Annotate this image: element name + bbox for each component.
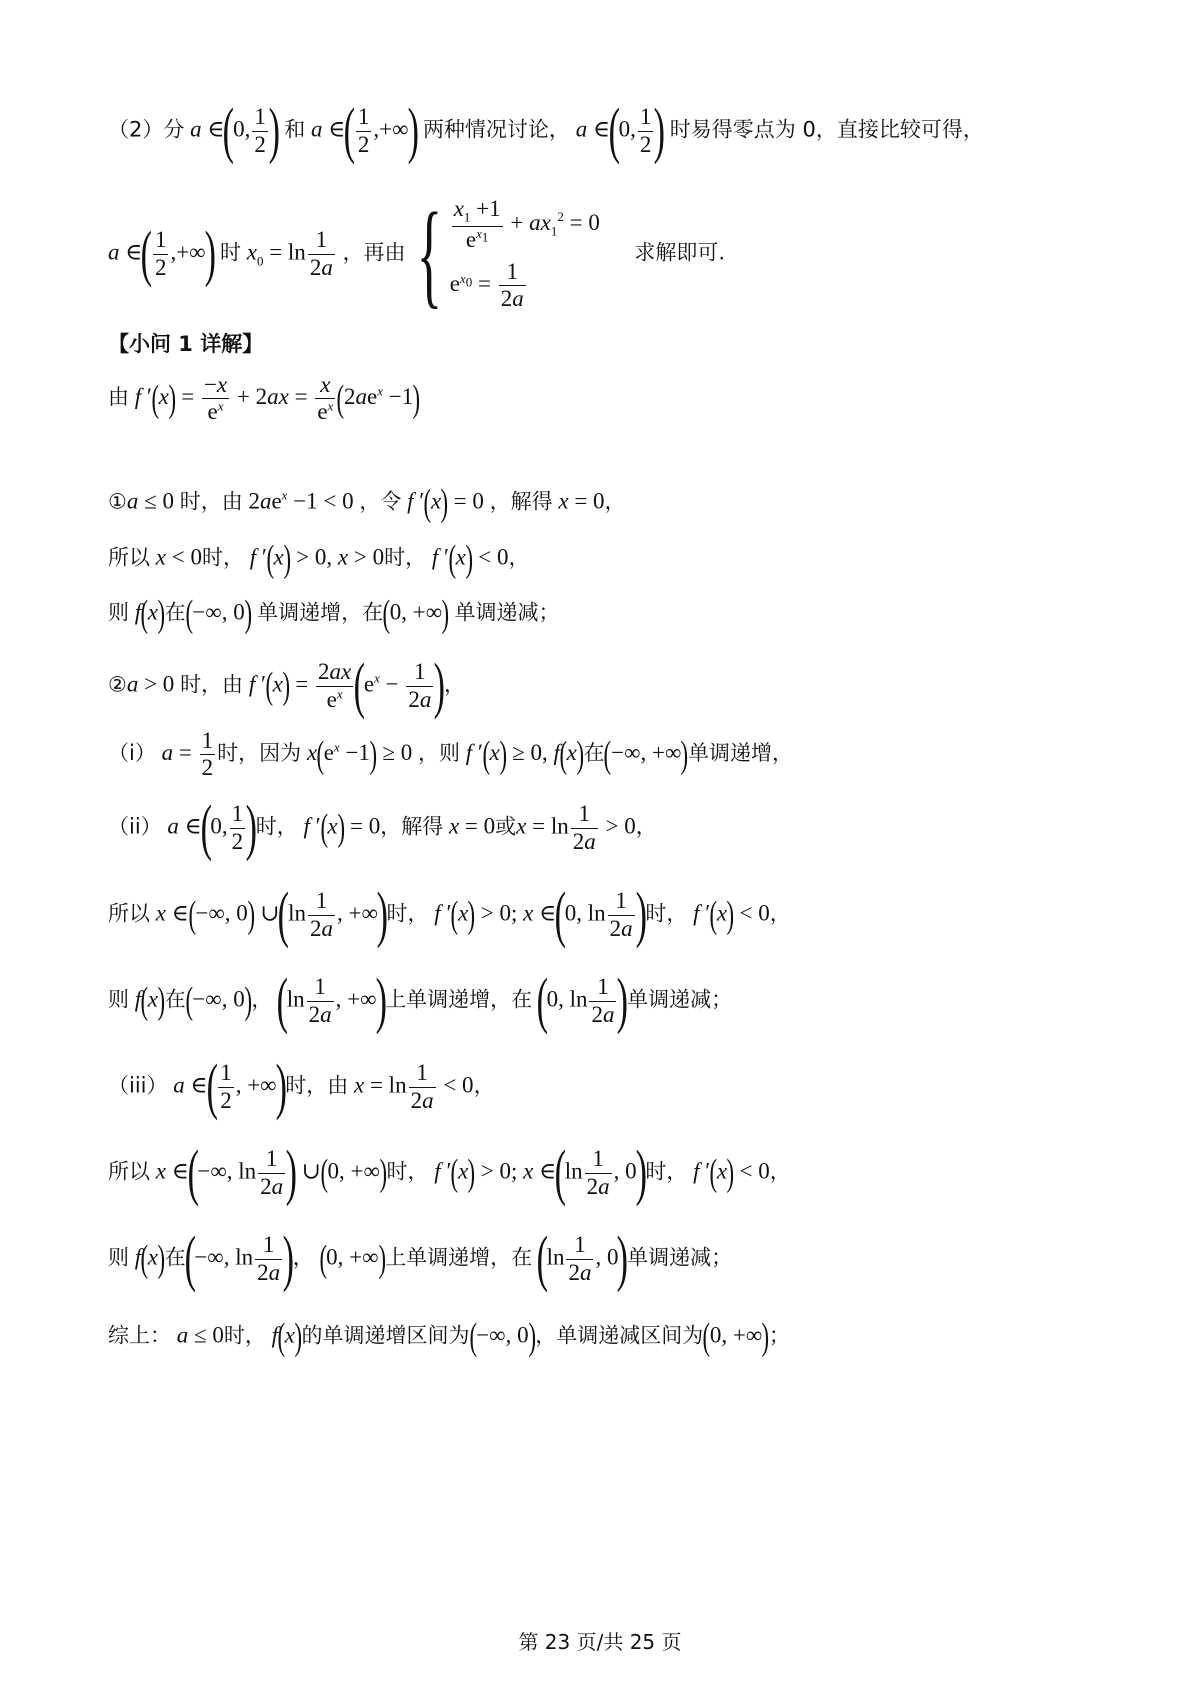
line-mono3: 则 f(x)在(−∞, ln $\frac{1}{2a}$ )， (0, +∞)上单调递增，在 (ln $\frac{1}{2a}$ , 0)单调递减； [108, 1225, 733, 1293]
text: 时， [384, 545, 427, 570]
text: 所以 [108, 901, 150, 926]
line-case2: ②a > 0 时，由 f ′(x) = $\frac{2ax}{e^x}$ ($e^x$ − $\frac{1}{2a}$ )， [108, 652, 466, 720]
page-footer: 第 23 页/共 25 页 [518, 1630, 682, 1654]
text: ② [108, 672, 127, 697]
text: 时， [201, 545, 244, 570]
text: ， [769, 901, 791, 926]
text: 时， [386, 901, 429, 926]
line-sign2: 所以 x ∈(−∞, 0) ∪(ln $\frac{1}{2a}$ , +∞)时， f ′(x) > 0; x ∈(0, ln $\frac{1}{2a}$ )时， f ′(x) < 0， [108, 881, 791, 949]
text: 在 [164, 600, 186, 625]
text: 单调递减； [627, 1245, 733, 1270]
text: 所以 [108, 545, 150, 570]
text: 时 [219, 240, 241, 265]
text: ； [768, 1323, 790, 1348]
text: 单调递增，在 [257, 600, 384, 625]
line-sub-i: （i） a = $\frac{1}{2}$ 时，因为 $x(e^x -1) \ge 0$ ，则 f ′(x) ≥ 0, f(x)在(−∞, +∞)单调递增， [108, 728, 794, 781]
section-heading [108, 332, 263, 355]
text: 求解即可. [634, 240, 726, 265]
text: 时，由 [285, 1073, 349, 1098]
text: 时， [386, 1159, 429, 1184]
heading-text: 【小问 1 详解】 [108, 332, 264, 356]
text: ，再由 [342, 240, 406, 265]
text: 在 [164, 987, 186, 1012]
text: 两种情况讨论， [422, 117, 570, 142]
text: 上单调递增，在 [385, 1245, 533, 1270]
text: ， [444, 672, 466, 697]
line-sub-iii: （iii） a ∈( $\frac{1}{2}$ , +∞)时，由 x = ln $\frac{1}{2a}$ < 0， [108, 1053, 495, 1121]
text: ， [635, 814, 657, 839]
line-summary: 综上： a ≤ 0时， f(x)的单调递增区间为(−∞, 0)，单调递减区间为(0, +∞)； [108, 1316, 790, 1358]
text: 时，因为 [217, 741, 302, 766]
text: 时， [645, 1159, 688, 1184]
text: 时易得零点为 0，直接比较可得， [669, 117, 984, 142]
text: 综上： [108, 1323, 171, 1348]
line-system: a ∈( $\frac{1}{2}$ ,+∞) 时 $x_0 = \ln$ $\frac{1}{2a}$ ，再由 { $\frac{x_1 +1}{e^{x_1}}$ + $ax_1^2 = 0$ $e^{x_0}$ = $\frac{1}{2a}$ 求解即可. [108, 188, 726, 320]
text: ，令 [359, 489, 402, 514]
text: 由 [108, 385, 129, 410]
text: ， [508, 545, 530, 570]
text: 所以 [108, 1159, 150, 1184]
text: ，解得 [489, 489, 553, 514]
text: ， [769, 1159, 791, 1184]
line-case-split: （2）分 a ∈(0, $\frac{1}{2}$ ) 和 a ∈( $\frac{1}{2}$ ,+∞) 两种情况讨论， a ∈(0, $\frac{1}{2}$ ) 时易得零点为 0，直接比较可得， [108, 97, 984, 165]
text: 时，由 [179, 489, 243, 514]
text: ，解得 [380, 814, 444, 839]
text: 在 [583, 741, 605, 766]
text: ， [292, 1245, 314, 1270]
text: 在 [164, 1245, 186, 1270]
text: ， [251, 987, 273, 1012]
text: 上单调递增，在 [385, 987, 533, 1012]
text: ， [473, 1073, 495, 1098]
text: （i） [108, 741, 156, 766]
text: （2）分 [108, 117, 185, 142]
line-mono2: 则 f(x)在(−∞, 0)， (ln $\frac{1}{2a}$ , +∞)上单调递增，在 (0, ln $\frac{1}{2a}$ )单调递减； [108, 967, 733, 1035]
text: 或 [495, 814, 517, 839]
line-derivative: 由 f ′(x) = $\frac{-x}{e^x}$ + 2ax = $\frac{x}{e^x}$ $(2ae^x -1)$ [108, 372, 421, 425]
text: ① [108, 489, 127, 514]
line-sub-ii: （ii） a ∈(0, $\frac{1}{2}$ )时， f ′(x) = 0，解得 x = 0或x = ln $\frac{1}{2a}$ > 0， [108, 794, 657, 862]
text: 时， [255, 814, 298, 839]
text: 时， [645, 901, 688, 926]
text: （iii） [108, 1073, 168, 1098]
line-sign1: 所以 x < 0时， f ′(x) > 0, x > 0时， f ′(x) < 0， [108, 538, 530, 580]
line-case1: ①a ≤ 0 时，由 $2ae^x -1 < 0$ ，令 f ′(x) = 0 ，解得 x = 0， [108, 482, 626, 524]
text: 单调递减； [454, 600, 560, 625]
text: 的单调递增区间为 [301, 1323, 470, 1348]
text: ，则 [417, 741, 460, 766]
text: 则 [108, 600, 129, 625]
line-sign3: 所以 x ∈(−∞, ln $\frac{1}{2a}$ ) ∪(0, +∞)时， f ′(x) > 0; x ∈(ln $\frac{1}{2a}$ , 0)时， f ′(x) < 0， [108, 1139, 791, 1207]
text: 则 [108, 1245, 129, 1270]
text: 则 [108, 987, 129, 1012]
text: 时， [223, 1323, 266, 1348]
text: 单调递增， [688, 741, 794, 766]
line-mono1: 则 f(x)在(−∞, 0) 单调递增，在(0, +∞) 单调递减； [108, 593, 560, 635]
text: 时，由 [180, 672, 244, 697]
text: 单调递减； [627, 987, 733, 1012]
text: （ii） [108, 814, 162, 839]
text: ， [604, 489, 626, 514]
text: 和 [284, 117, 306, 142]
text: ，单调递减区间为 [535, 1323, 704, 1348]
